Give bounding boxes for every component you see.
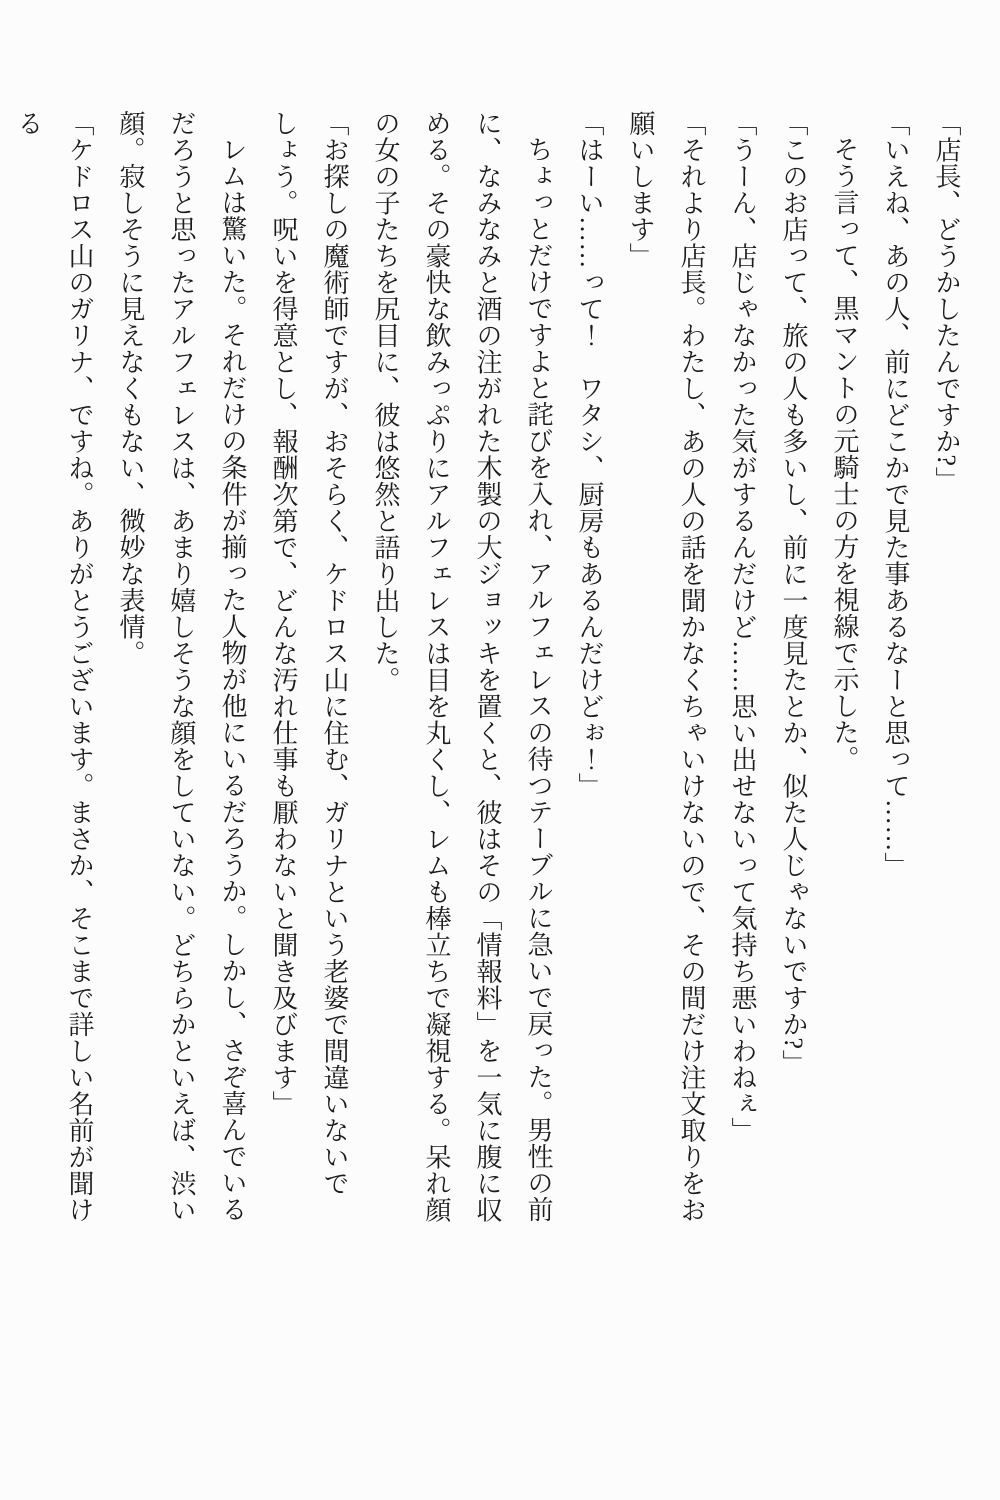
paragraph-narration-2: ちょっとだけですよと詫びを入れ、アルフェレスの待つテーブルに急いで戻った。男性の前に、なみなみと酒の注がれた木製の大ジョッキを置くと、彼はその「情報料」を一気に腹に収める。その豪快な飲みっぷりにアルフェレスは目を丸くし、レムも棒立ちで凝視する。呆れ顔の女の子たちを尻目に、彼は悠然と語り出した。 [371,110,553,1223]
paragraph-dialogue-8: 「ケドロス山のガリナ、ですね。ありがとうございます。まさか、そこまで詳しい名前が聞ける [14,110,94,1223]
paragraph-dialogue-5: 「それより店長。わたし、あの人の話を聞かなくちゃいけないので、その間だけ注文取りをお願いします」 [626,110,706,1223]
paragraph-narration-3: レムは驚いた。それだけの条件が揃った人物が他にいるだろうか。しかし、さぞ喜んでいるだろうと思ったアルフェレスは、あまり嬉しそうな顔をしていない。どちらかといえば、渋い顔。寂しそうに見えなくもない、微妙な表情。 [116,110,247,1223]
paragraph-dialogue-7: 「お探しの魔術師ですが、おそらく、ケドロス山に住む、ガリナという老婆で間違いないでしょう。呪いを得意とし、報酬次第で、どんな汚れ仕事も厭わないと聞き及びます」 [269,110,349,1197]
paragraph-dialogue-2: 「いえね、あの人、前にどこかで見た事あるなーと思って……」 [881,110,910,879]
paragraph-dialogue-6: 「はーい……って！ ワタシ、厨房もあるんだけどぉ！」 [575,110,604,799]
paragraph-narration-1: そう言って、黒マントの元騎士の方を視線で示した。 [830,136,859,772]
paragraph-dialogue-3: 「このお店って、旅の人も多いし、前に一度見たとか、似た人じゃないですか?」 [779,110,808,1077]
vertical-text-block [3,110,972,1235]
paragraph-dialogue-1: 「店長、どうかしたんですか?」 [932,110,961,494]
paragraph-dialogue-4: 「うーん、店じゃなかった気がするんだけど……思い出せないって気持ち悪いわねぇ」 [728,110,757,1144]
